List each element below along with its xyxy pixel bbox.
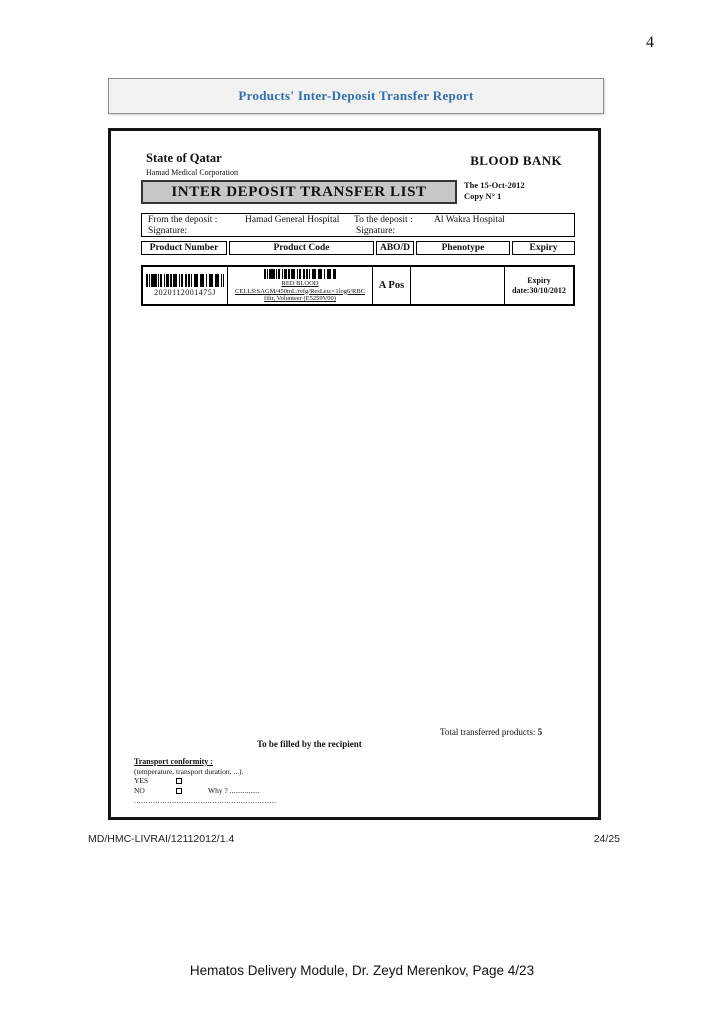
product-code-barcode	[264, 269, 336, 279]
report-date: The 15-Oct-2012	[464, 180, 525, 190]
yes-checkbox	[176, 778, 182, 784]
signature-from-label: Signature:	[148, 226, 188, 236]
report-title-bar	[108, 78, 604, 114]
org-corporation: Hamad Medical Corporation	[146, 168, 238, 177]
org-state: State of Qatar	[146, 151, 222, 165]
cell-phenotype	[411, 267, 505, 304]
expiry-label: Expiry	[527, 276, 551, 285]
report-title: Products' Inter-Deposit Transfer Report	[238, 88, 474, 103]
from-deposit-label: From the deposit :	[148, 215, 218, 225]
to-deposit-value: Al Wakra Hospital	[434, 215, 505, 225]
signature-to-label: Signature:	[356, 226, 396, 236]
product-code-line3: filtr, Volunteer (E5259V00)	[264, 295, 336, 302]
product-code-line1: RED BLOOD	[281, 280, 319, 287]
cell-abod	[373, 267, 411, 304]
list-title-box	[141, 180, 457, 204]
total-transferred	[440, 727, 542, 737]
column-header-product-code: Product Code	[229, 241, 374, 255]
table-row	[141, 265, 575, 306]
blood-bank-label: BLOOD BANK	[470, 153, 562, 168]
transport-heading: Transport conformity :	[134, 757, 213, 766]
table-header	[141, 241, 575, 255]
no-label: NO	[134, 786, 145, 796]
report-frame	[108, 128, 601, 820]
date-block	[464, 180, 525, 201]
cell-expiry	[505, 267, 573, 304]
column-header-product-number: Product Number	[141, 241, 227, 255]
yes-label: YES	[134, 776, 149, 786]
page-number: 4	[646, 34, 654, 51]
document-reference: MD/HMC-LIVRAI/12112012/1.4	[88, 833, 235, 845]
list-title: INTER DEPOSIT TRANSFER LIST	[171, 183, 427, 200]
from-deposit-value: Hamad General Hospital	[245, 215, 340, 225]
product-number-barcode	[146, 274, 224, 287]
page-footer	[88, 833, 620, 845]
column-header-expiry: Expiry	[512, 241, 575, 255]
transport-yes-row	[134, 776, 277, 786]
cell-product-number	[143, 267, 228, 304]
cell-product-code	[228, 267, 373, 304]
bottom-caption: Hematos Delivery Module, Dr. Zeyd Merenkov, Page 4/23	[189, 963, 535, 978]
page-count: 24/25	[593, 833, 620, 845]
product-code-line2: CELLS:SAGM/450mL/refg/ResLeu:<1log6/RBC	[234, 287, 366, 295]
product-number-text: 2020112001475J	[154, 288, 216, 297]
total-transferred-value: 5	[537, 727, 543, 737]
dotted-line: ............................................................	[134, 796, 277, 805]
column-header-phenotype: Phenotype	[416, 241, 510, 255]
transfer-info-box	[141, 213, 575, 237]
column-header-abod: ABO/D	[376, 241, 414, 255]
transport-conformity-section	[134, 757, 277, 806]
transport-subheading: (temperature, transport duration, ...).	[134, 766, 244, 776]
to-deposit-label: To the deposit :	[354, 215, 413, 225]
why-label: Why ? ................	[208, 786, 260, 796]
transport-no-row	[134, 786, 277, 796]
expiry-date: date:30/10/2012	[512, 285, 566, 295]
total-transferred-label: Total transferred products:	[440, 727, 536, 737]
abod-value: A Pos	[378, 280, 405, 291]
no-checkbox	[176, 788, 182, 794]
recipient-heading: To be filled by the recipient	[257, 739, 362, 749]
copy-number: Copy N° 1	[464, 190, 502, 201]
